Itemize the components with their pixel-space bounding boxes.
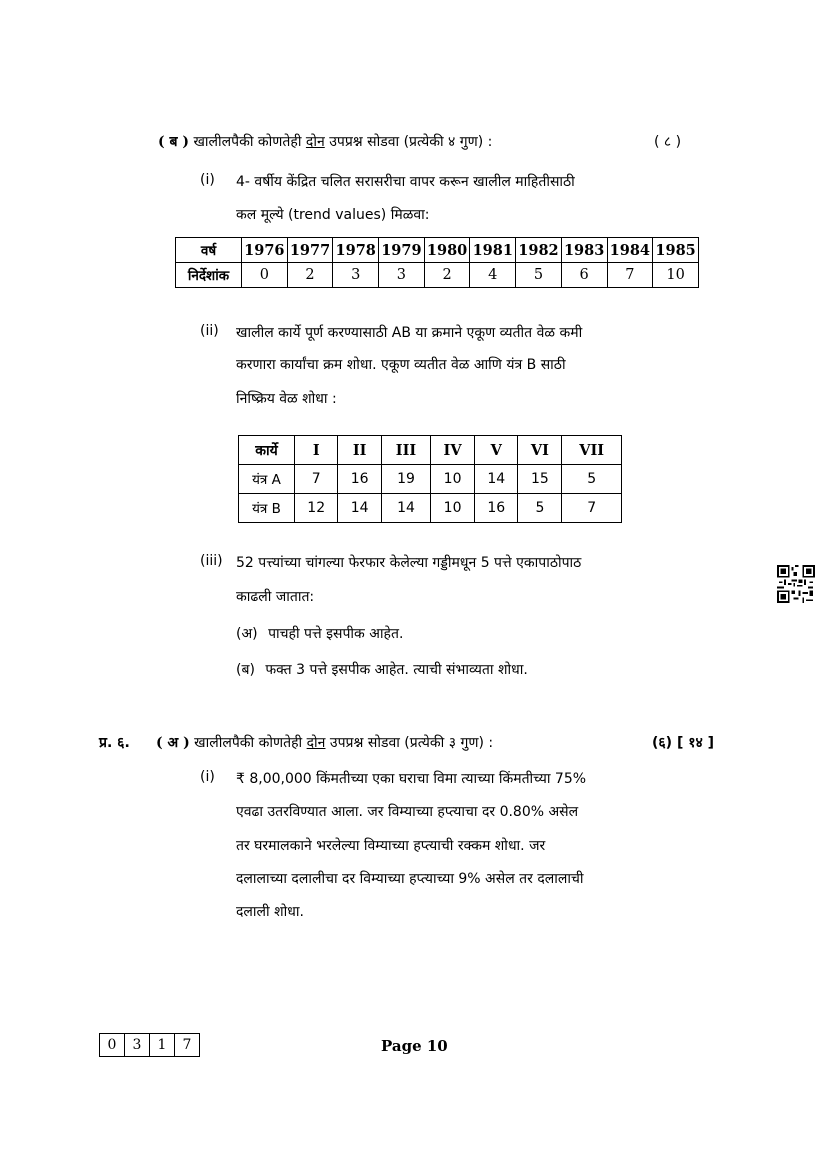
- section-b-header: [158, 132, 492, 151]
- machine-b-cell: 16: [475, 494, 518, 523]
- section-b-marks: ( ८ ): [654, 134, 682, 150]
- row-label-index: निर्देशांक: [176, 263, 242, 288]
- q-iii-line-2: काढली जातात:: [236, 589, 315, 605]
- q6-i-line-4: दलालाच्या दलालीचा दर विम्याच्या हप्त्याच्या 9% असेल तर दलालाची: [236, 871, 584, 887]
- q-iii-option-b: [236, 660, 528, 679]
- machine-a-cell: 14: [475, 465, 518, 494]
- q6-i-line-1: ₹ 8,00,000 किंमतीच्या एका घराचा विमा त्याच्या किंमतीच्या 75%: [236, 771, 587, 787]
- q6-i-line-3: तर घरमालकाने भरलेल्या विम्याच्या हप्त्याची रक्कम शोधा. जर: [236, 838, 546, 854]
- q-i-line-2: कल मूल्ये (trend values) मिळवा:: [236, 207, 430, 223]
- q6-i-line-2: एवढा उतरविण्यात आला. जर विम्याच्या हप्त्याचा दर 0.80% असेल: [236, 804, 579, 820]
- machine-a-label: यंत्र A: [239, 465, 295, 494]
- year-cell: 1977: [287, 238, 333, 263]
- year-cell: 1976: [242, 238, 288, 263]
- q6-section-label: ( अ ): [156, 735, 190, 751]
- code-digit: 7: [174, 1034, 199, 1056]
- machine-a-cell: 10: [431, 465, 475, 494]
- machine-b-cell: 10: [431, 494, 475, 523]
- row-label-year: वर्ष: [176, 238, 242, 263]
- q6-instruction-underlined: दोन: [306, 735, 326, 751]
- q-ii-line-3: निष्क्रिय वेळ शोधा :: [236, 391, 337, 407]
- trend-table-year-row: [176, 238, 699, 263]
- year-cell: 1980: [424, 238, 470, 263]
- index-cell: 2: [287, 263, 333, 288]
- paper-code-box: [99, 1033, 200, 1057]
- q6-number: प्र. ६.: [99, 735, 130, 751]
- job-header-cell: V: [475, 436, 518, 465]
- index-cell: 3: [379, 263, 425, 288]
- machine-a-cell: 7: [295, 465, 338, 494]
- year-cell: 1982: [516, 238, 562, 263]
- year-cell: 1985: [653, 238, 699, 263]
- q6-header: [156, 733, 493, 752]
- job-header-cell: III: [381, 436, 430, 465]
- qr-code-icon: [777, 565, 815, 603]
- machine-a-cell: 15: [518, 465, 562, 494]
- job-header-cell: I: [295, 436, 338, 465]
- q6-instruction-pre: खालीलपैकी कोणतेही: [194, 735, 303, 751]
- jobs-sequencing-table: [238, 435, 622, 523]
- machine-b-cell: 14: [381, 494, 430, 523]
- trend-table-index-row: [176, 263, 699, 288]
- machine-b-cell: 14: [338, 494, 381, 523]
- machine-a-cell: 5: [562, 465, 622, 494]
- year-cell: 1979: [379, 238, 425, 263]
- machine-b-cell: 7: [562, 494, 622, 523]
- section-b-label: ( ब ): [158, 134, 189, 150]
- jobs-header-row: [239, 436, 622, 465]
- index-cell: 7: [607, 263, 653, 288]
- index-cell: 4: [470, 263, 516, 288]
- index-cell: 6: [561, 263, 607, 288]
- machine-a-cell: 16: [338, 465, 381, 494]
- q-ii-number: (ii): [200, 323, 219, 339]
- machine-a-cell: 19: [381, 465, 430, 494]
- q6-marks: (६) [ १४ ]: [652, 735, 715, 751]
- index-cell: 3: [333, 263, 379, 288]
- index-cell: 10: [653, 263, 699, 288]
- index-cell: 0: [242, 263, 288, 288]
- year-cell: 1983: [561, 238, 607, 263]
- q-iii-option-a: [236, 624, 403, 643]
- jobs-header-label: कार्ये: [239, 436, 295, 465]
- page-number: Page 10: [381, 1037, 448, 1055]
- q6-instruction-post: उपप्रश्न सोडवा (प्रत्येकी ३ गुण) :: [329, 735, 494, 751]
- option-b-label: (ब): [236, 662, 255, 678]
- trend-values-table: [175, 237, 699, 288]
- q-ii-line-1: खालील कार्ये पूर्ण करण्यासाठी AB या क्रमाने एकूण व्यतीत वेळ कमी: [236, 325, 583, 341]
- q-ii-line-2: करणारा कार्यांचा क्रम शोधा. एकूण व्यतीत वेळ आणि यंत्र B साठी: [236, 357, 566, 373]
- machine-b-row: [239, 494, 622, 523]
- index-cell: 5: [516, 263, 562, 288]
- job-header-cell: IV: [431, 436, 475, 465]
- q6-i-line-5: दलाली शोधा.: [236, 904, 304, 920]
- option-a-label: (अ): [236, 626, 258, 642]
- machine-a-row: [239, 465, 622, 494]
- job-header-cell: II: [338, 436, 381, 465]
- q-i-number: (i): [200, 172, 215, 188]
- year-cell: 1978: [333, 238, 379, 263]
- q6-i-number: (i): [200, 769, 215, 785]
- year-cell: 1981: [470, 238, 516, 263]
- q-i-line-1: 4- वर्षीय केंद्रित चलित सरासरीचा वापर करून खालील माहितीसाठी: [236, 174, 575, 190]
- index-cell: 2: [424, 263, 470, 288]
- machine-b-label: यंत्र B: [239, 494, 295, 523]
- q-iii-number: (iii): [200, 553, 223, 569]
- year-cell: 1984: [607, 238, 653, 263]
- code-digit: 1: [149, 1034, 174, 1056]
- section-b-instruction-pre: खालीलपैकी कोणतेही: [193, 134, 302, 150]
- option-b-text: फक्त 3 पत्ते इसपीक आहेत. त्याची संभाव्यता शोधा.: [265, 662, 528, 678]
- section-b-instruction-post: उपप्रश्न सोडवा (प्रत्येकी ४ गुण) :: [329, 134, 493, 150]
- job-header-cell: VII: [562, 436, 622, 465]
- option-a-text: पाचही पत्ते इसपीक आहेत.: [268, 626, 404, 642]
- machine-b-cell: 12: [295, 494, 338, 523]
- job-header-cell: VI: [518, 436, 562, 465]
- code-digit: 0: [107, 1037, 117, 1053]
- section-b-instruction-underlined: दोन: [305, 134, 325, 150]
- machine-b-cell: 5: [518, 494, 562, 523]
- q-iii-line-1: 52 पत्त्यांच्या चांगल्या फेरफार केलेल्या गड्डीमधून 5 पत्ते एकापाठोपाठ: [236, 555, 582, 571]
- code-digit: 3: [124, 1034, 149, 1056]
